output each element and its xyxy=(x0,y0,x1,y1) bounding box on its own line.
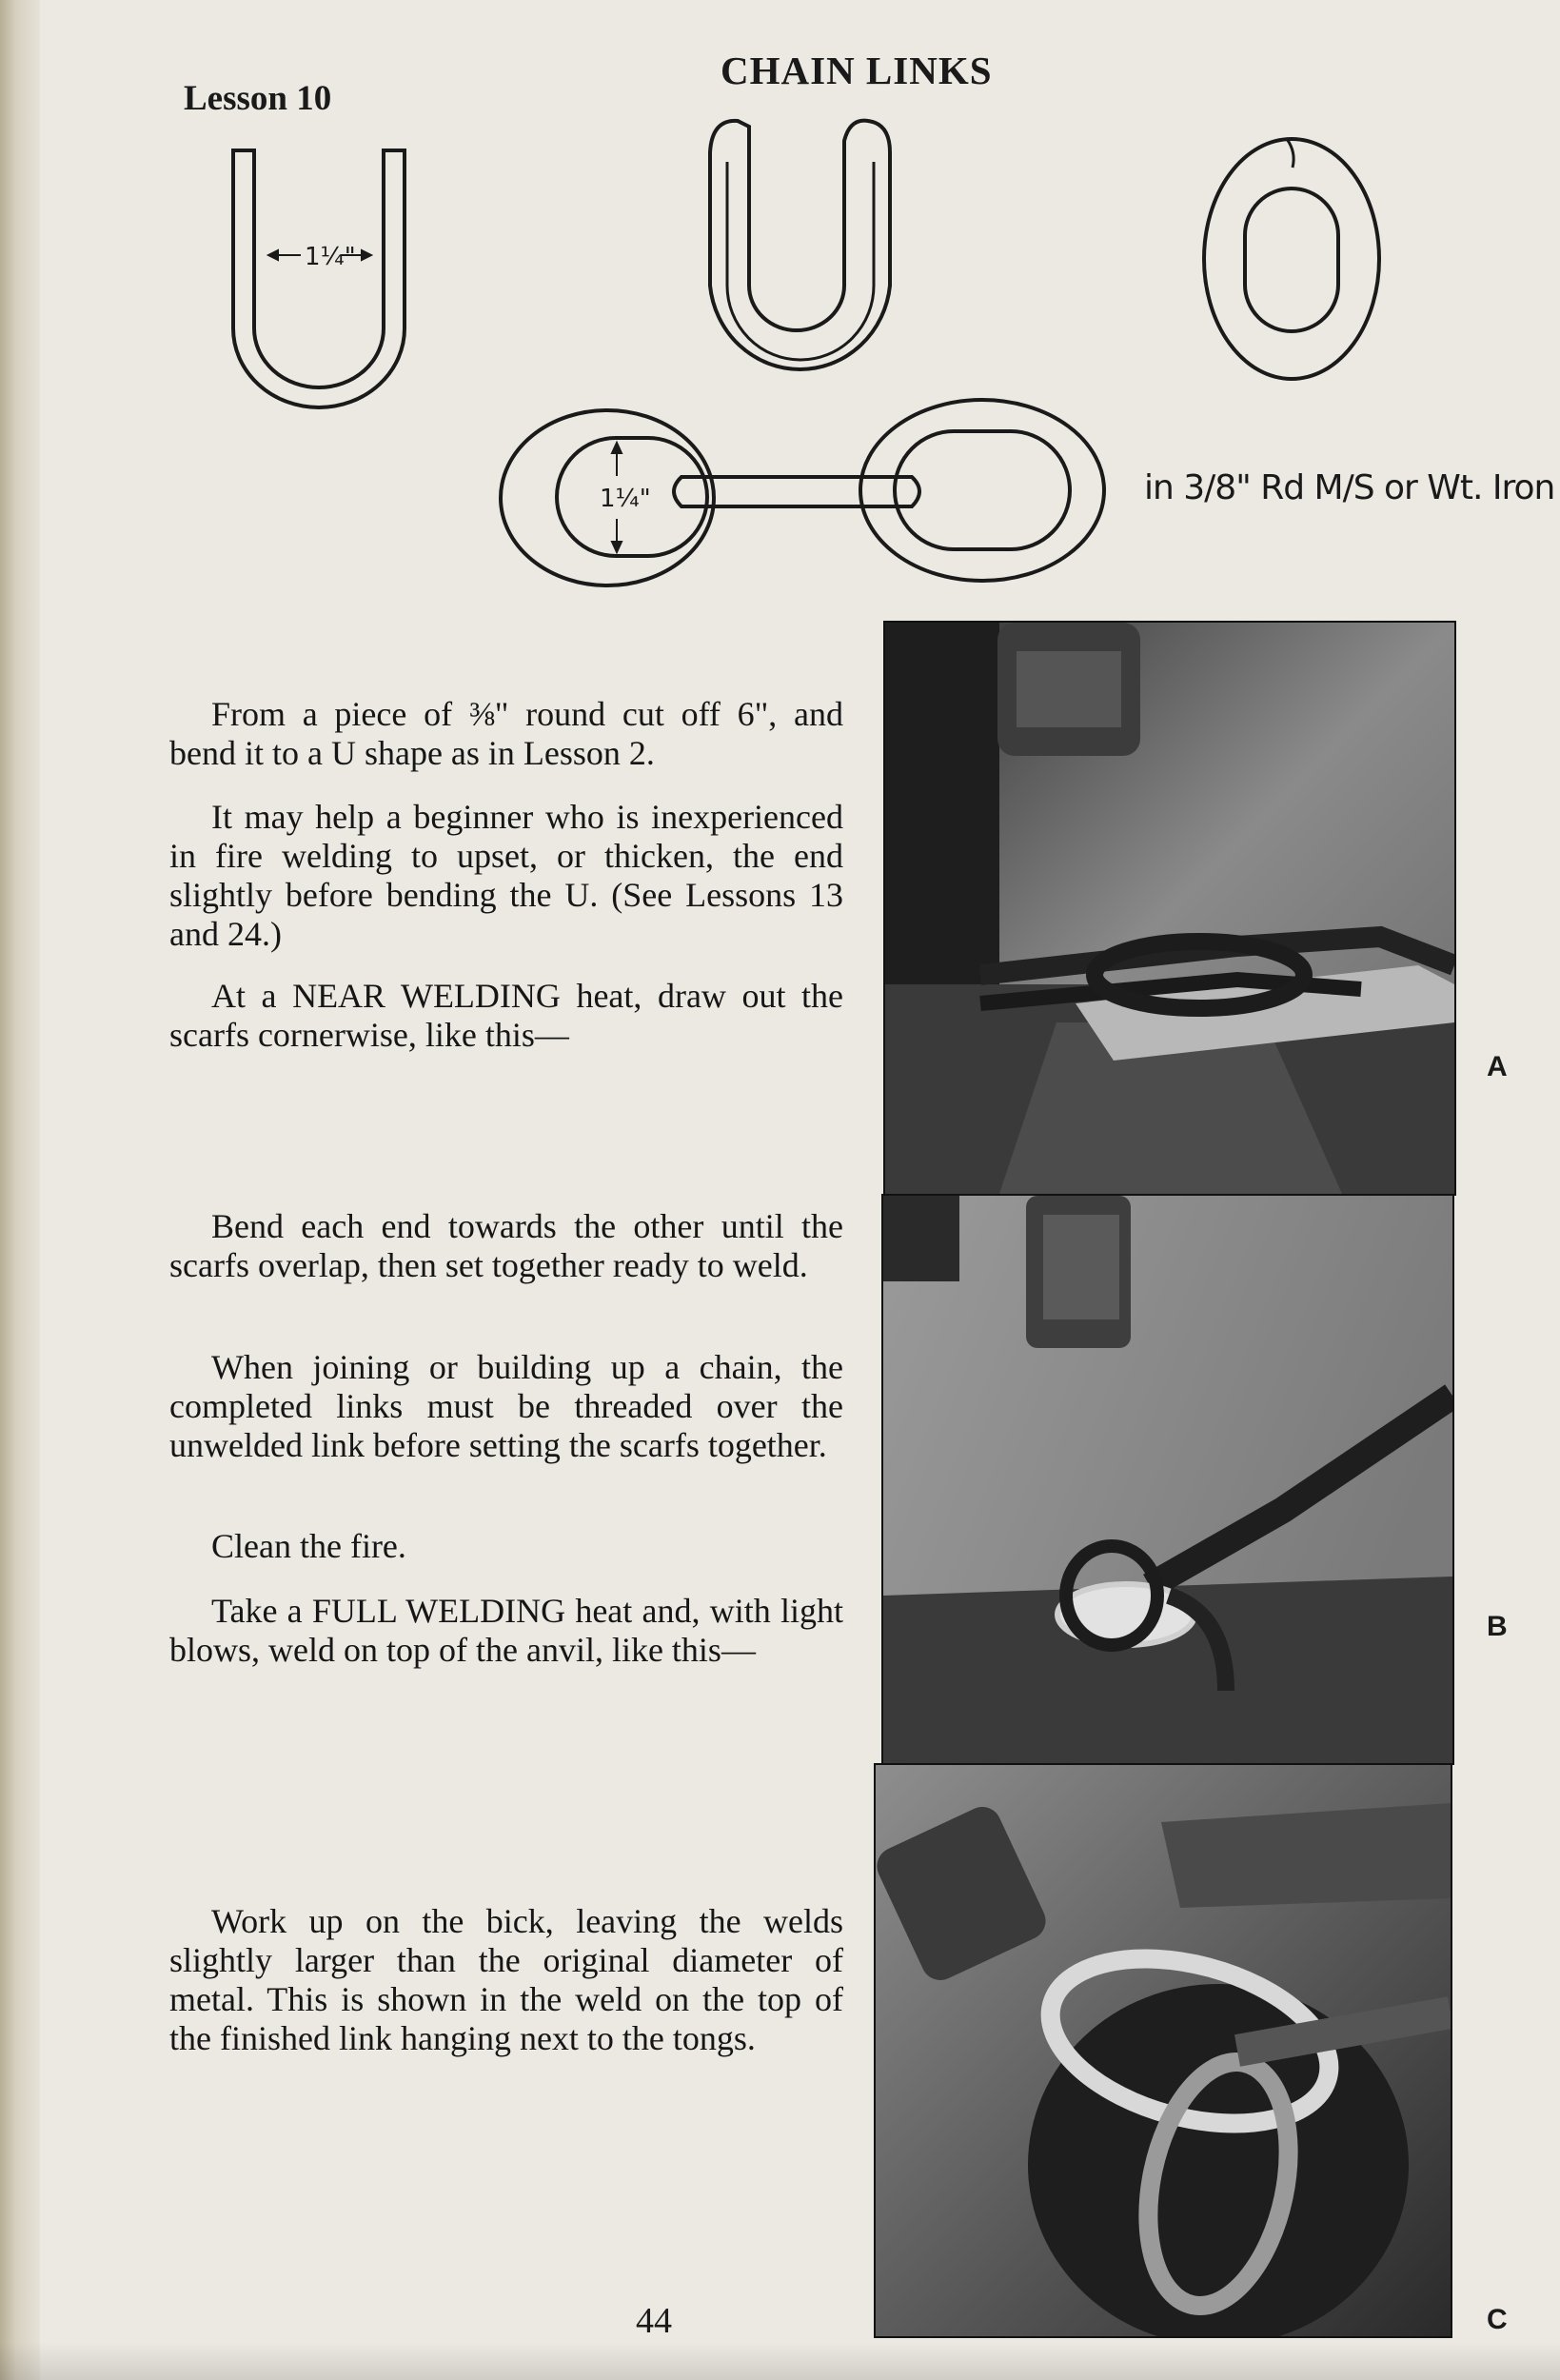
photo-b xyxy=(881,1194,1454,1765)
paragraph-3: At a NEAR WELDING heat, draw out the scarfs cornerwise, like this— xyxy=(169,977,843,1054)
chain-link-diagram xyxy=(0,0,1560,609)
material-note: in 3/8" Rd M/S or Wt. Iron xyxy=(1144,468,1555,507)
paragraph-5: When joining or building up a chain, the completed links must be threaded over the unwelded link before setting the scarfs together. xyxy=(169,1348,843,1464)
paragraph-2: It may help a beginner who is inexperienced in fire welding to upset, or thicken, the end slightly before bending the U. (See Lessons 13 and 24.) xyxy=(169,798,843,953)
page-shadow xyxy=(0,2342,1560,2380)
u-bend-outline xyxy=(233,150,405,407)
lesson-number: Lesson 10 xyxy=(184,79,332,118)
closed-link-outer xyxy=(1204,139,1379,379)
photo-a xyxy=(883,621,1456,1196)
pair-link-right-outer xyxy=(860,400,1104,581)
paragraph-8: Work up on the bick, leaving the welds slightly larger than the original diameter of metal. This is shown in the weld on the top of the finished link hanging next to the tongs. xyxy=(169,1902,843,2057)
photo-a-label: A xyxy=(1487,1051,1508,1082)
u-scarfed-outline xyxy=(710,121,890,369)
u-dimension-label: 1¼" xyxy=(305,243,356,271)
link-dimension-label: 1¼" xyxy=(600,485,651,513)
paragraph-4: Bend each end towards the other until the scarfs overlap, then set together ready to weld. xyxy=(169,1207,843,1284)
paragraph-6: Clean the fire. xyxy=(211,1527,406,1565)
photo-b-label: B xyxy=(1487,1611,1508,1642)
paragraph-7: Take a FULL WELDING heat and, with light blows, weld on top of the anvil, like this— xyxy=(169,1592,843,1669)
paragraph-1: From a piece of ⅜" round cut off 6", and bend it to a U shape as in Lesson 2. xyxy=(169,695,843,772)
photo-c-label: C xyxy=(1487,2304,1508,2335)
page-title: CHAIN LINKS xyxy=(721,49,993,92)
photo-c xyxy=(874,1763,1452,2338)
page-number: 44 xyxy=(636,2301,672,2341)
closed-link-inner xyxy=(1245,188,1338,331)
